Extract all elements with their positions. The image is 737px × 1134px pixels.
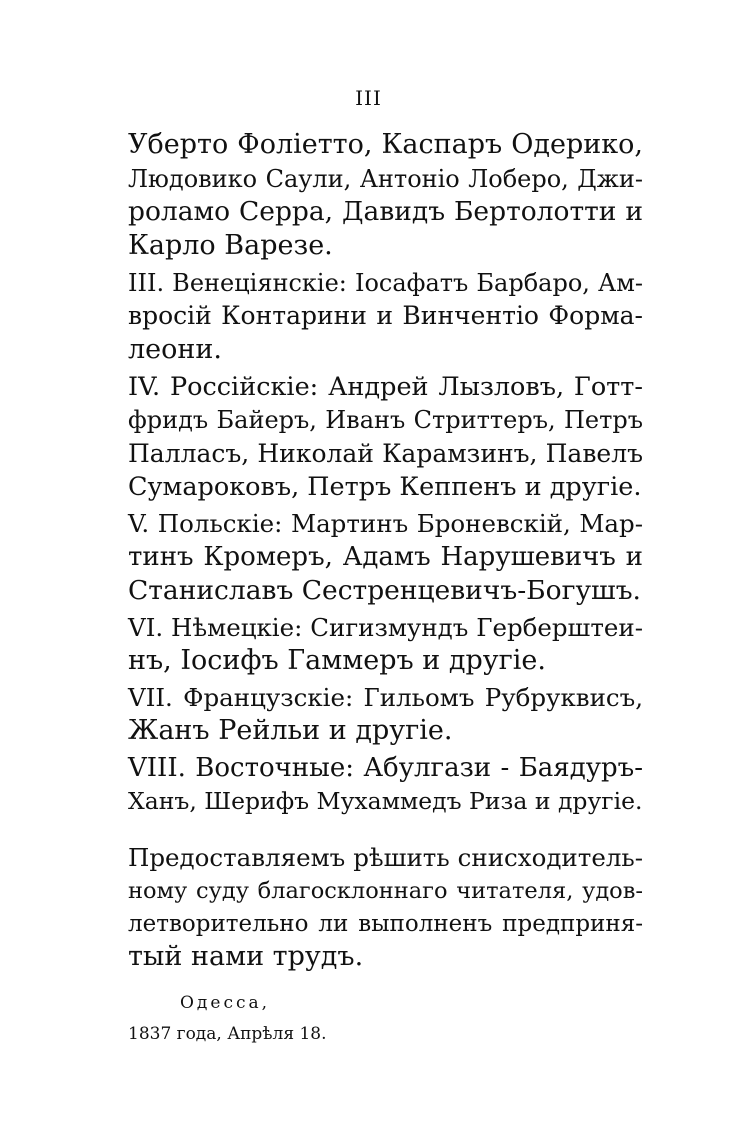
text-line: Карло Варезе. (128, 230, 333, 261)
text-line: нъ, Іосифъ Гаммеръ и другіе. (128, 645, 546, 676)
text-line: фридъ Байеръ, Иванъ Стриттеръ, Петръ (128, 406, 643, 434)
text-line: Ханъ, Шерифъ Мухаммедъ Риза и другіе. (128, 787, 643, 815)
text-line: тый нами трудъ. (128, 941, 364, 972)
signature-date: 1837 года, Апрѣля 18. (128, 1024, 327, 1044)
text-line: V. Польскіе: Мартинъ Броневскій, Мар- (128, 509, 643, 538)
page-number: III (355, 86, 382, 110)
text-line: IV. Россійскіе: Андрей Лызловъ, Готт- (128, 372, 643, 402)
text-line: VIII. Восточные: Абулгази - Баядуръ- (128, 753, 643, 783)
text-line: летворительно ли выполненъ предприня- (128, 911, 643, 937)
text-line: Палласъ, Николай Карамзинъ, Павелъ (128, 439, 643, 468)
text-line: VI. Нѣмецкіе: Сигизмундъ Герберштеи- (128, 613, 643, 642)
text-line: III. Венеціянскіе: Іосафатъ Барбаро, Ам- (128, 269, 643, 297)
text-line: Жанъ Рейльи и другіе. (128, 715, 453, 746)
signature-place: Одесса, (180, 993, 271, 1013)
text-line: Предоставляемъ рѣшить снисходитель- (128, 843, 643, 872)
text-line: ному суду благосклоннаго читателя, удов- (128, 878, 643, 904)
text-line: VII. Французскіе: Гильомъ Рубруквисъ, (128, 683, 643, 712)
text-line: Уберто Фоліетто, Каспаръ Одерико, (128, 129, 643, 160)
text-line: Сумароковъ, Петръ Кеппенъ и другіе. (128, 472, 642, 502)
text-line: вросій Контарини и Винчентіо Форма- (128, 301, 643, 330)
text-line: леони. (128, 334, 222, 365)
text-line: Станиславъ Сестренцевичъ-Богушъ. (128, 575, 641, 606)
text-line: роламо Серра, Давидъ Бертолотти и (128, 196, 643, 227)
text-line: Людовико Саули, Антоніо Лоберо, Джи- (128, 165, 643, 193)
text-line: тинъ Кромеръ, Адамъ Нарушевичъ и (128, 542, 643, 572)
